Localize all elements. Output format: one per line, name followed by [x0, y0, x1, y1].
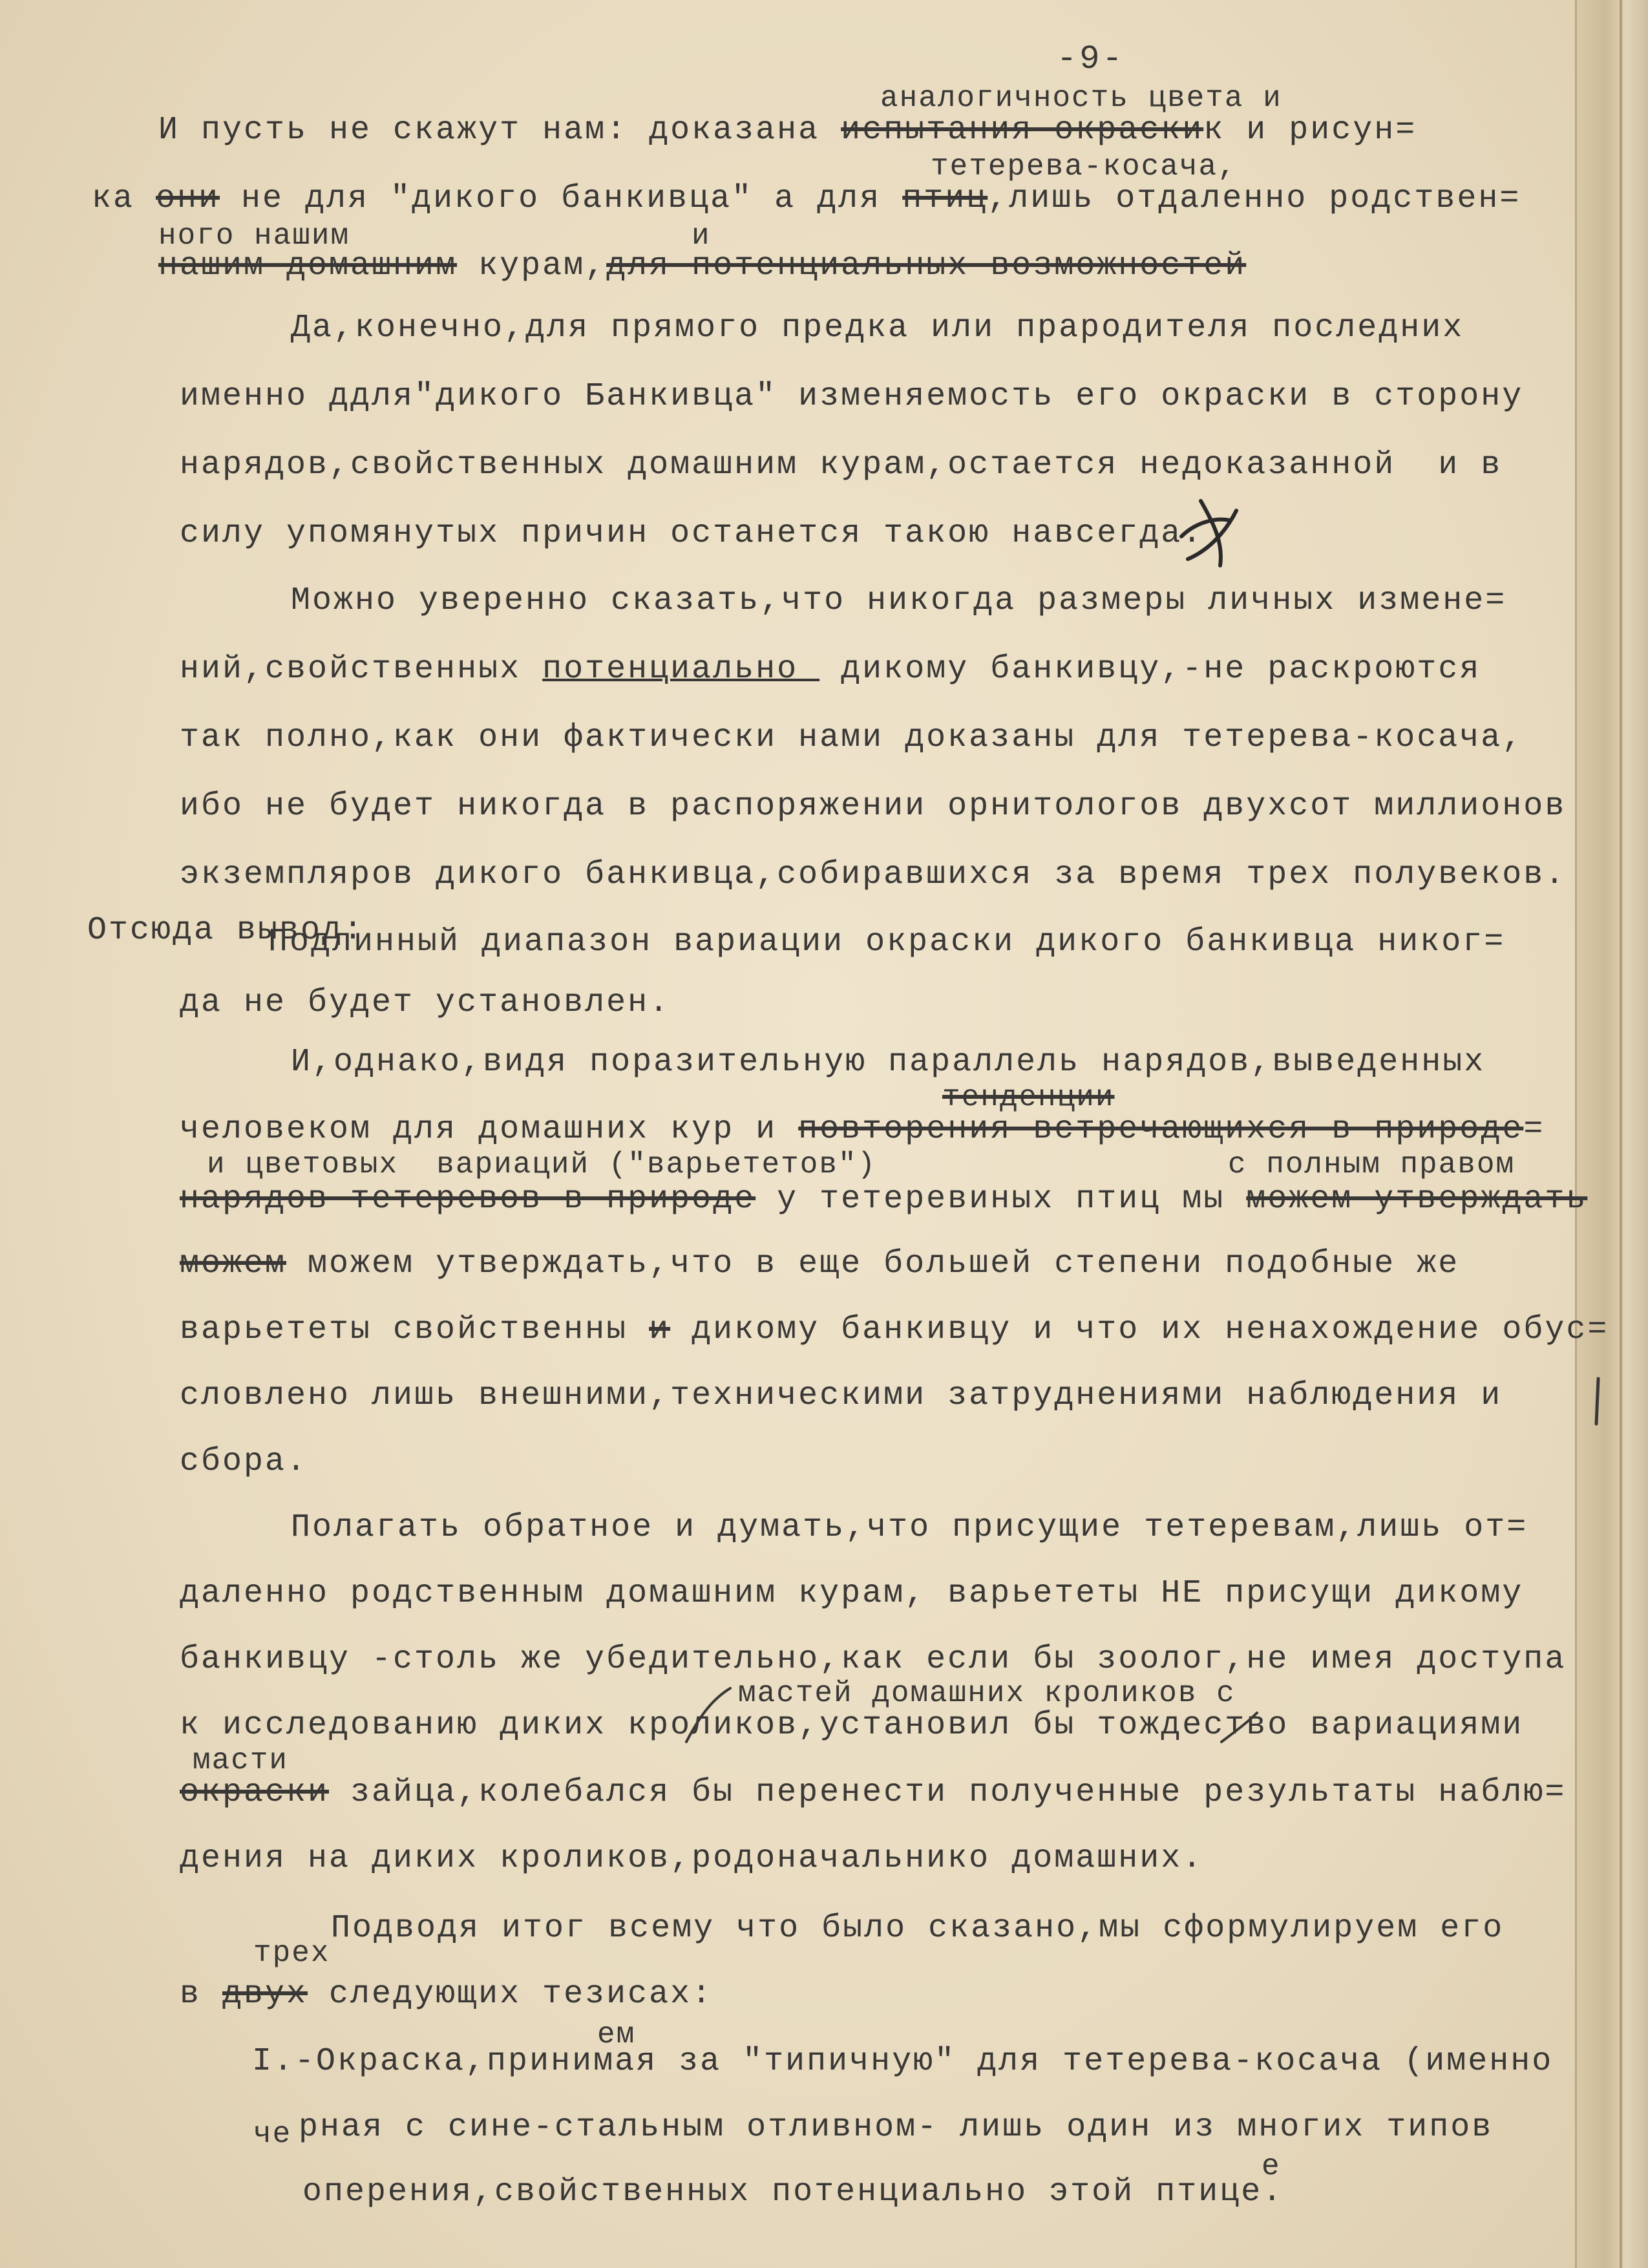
struck-text: окраски [180, 1774, 330, 1811]
text-span: = [1523, 1111, 1545, 1148]
text-line: И,однако,видя поразительную параллель нарядов,выведенных [291, 1044, 1486, 1081]
struck-text: двух [222, 1976, 308, 2013]
text-span: ний,свойственных [180, 651, 543, 688]
text-span: варьететы свойственны [180, 1311, 650, 1348]
text-line: рная с сине-стальным отливном- лишь один из многих типов [299, 2109, 1494, 2146]
insertion-line: и цветовых вариаций ("варьететов") [207, 1148, 877, 1182]
text-span: не для "дикого банкивца" а для [220, 180, 903, 217]
text-line [180, 1245, 1459, 1284]
struck-text: птиц [902, 180, 988, 217]
text-line: сбора. [180, 1443, 308, 1480]
text-line: Подлинный диапазон вариации окраски дикого банкивца никог= [268, 924, 1506, 960]
text-span: ,лишь отдаленно родствен= [988, 180, 1521, 217]
underlined-text: потенциально [542, 651, 820, 688]
text-line: к исследованию диких кроликов,установил бы тождество вариациями [180, 1707, 1524, 1744]
handwritten-cross-mark [1175, 498, 1259, 569]
margin-pencil-mark [1589, 1375, 1608, 1427]
text-line: словлено лишь внешними,техническими затруднениями наблюдения и [180, 1377, 1503, 1414]
insertion-line: ного нашим [158, 219, 350, 253]
binding-margin [1575, 0, 1648, 2268]
text-line [92, 180, 1521, 218]
insertion-line: тетерева-косача, [931, 150, 1237, 184]
insertion-line: е [1262, 2150, 1281, 2183]
text-line: I.-Окраска,принимая за "типичную" для тетерева-косача (именно [252, 2043, 1554, 2080]
struck-text: можем [180, 1245, 287, 1282]
text-span: И пусть не скажут нам: доказана [158, 112, 841, 149]
text-line: именно ддля"дикого Банкивца" изменяемость его окраски в сторону [180, 378, 1524, 415]
text-span: ка [92, 180, 156, 217]
text-line: банкивцу -столь же убедительно,как если бы зоолог,не имея доступа [180, 1641, 1567, 1678]
struck-text: испытания окраски [841, 112, 1204, 149]
text-span: дикому банкивцу и что их ненахождение обус= [670, 1311, 1609, 1348]
text-line [180, 1774, 1566, 1812]
struck-text: они [156, 180, 220, 217]
text-line [180, 650, 1481, 689]
text-span: в [180, 1976, 223, 2013]
text-line [180, 1311, 1609, 1350]
insertion-line: трех [253, 1936, 330, 1970]
text-line [158, 111, 1417, 150]
text-span: следующих тезисах: [308, 1976, 713, 2013]
text-line [180, 1110, 1545, 1149]
handwritten-insertion: ем [597, 2018, 636, 2051]
text-line: ибо не будет никогда в распоряжении орнитологов двухсот миллионов [180, 788, 1567, 825]
text-span: можем утверждать,что в еще большей степени подобные же [286, 1245, 1460, 1282]
text-span: дикому банкивцу,-не раскроются [819, 651, 1481, 688]
struck-text: повторения встречающихся в природе [798, 1111, 1524, 1148]
text-line [158, 247, 1246, 286]
page-number: -9- [1057, 40, 1125, 78]
text-line [180, 1180, 1587, 1219]
text-span: к и рисун= [1203, 112, 1417, 149]
text-line [180, 1975, 713, 2014]
text-line: нарядов,свойственных домашним курам,остается недоказанной и в [180, 447, 1503, 483]
text-line: дения на диких кроликов,родоначальнико домашних. [180, 1840, 1204, 1877]
insertion-line: масти [193, 1744, 289, 1777]
insertion-line: че [253, 2117, 292, 2151]
text-line: оперения,свойственных потенциально этой птицe. [302, 2174, 1284, 2210]
text-line: силу упомянутых причин останется такою навсегда. [180, 515, 1204, 552]
text-span: зайца,колебался бы перенести полученные результаты наблю= [329, 1774, 1567, 1811]
struck-text: и [649, 1311, 671, 1348]
struck-text: нарядов тетеревов в природе [180, 1181, 756, 1218]
text-span: курам, [457, 248, 607, 284]
text-span: человеком для домашних кур и [180, 1111, 799, 1148]
text-line: Полагать обратное и думать,что присущие тетеревам,лишь от= [291, 1509, 1528, 1546]
text-line: да не будет установлен. [180, 984, 671, 1021]
insertion-line: мастей домашних кроликов с [738, 1677, 1236, 1710]
text-line: Подводя итог всему что было сказано,мы сформулируем его [331, 1910, 1505, 1947]
insertion-line: аналогичность цвета и [880, 81, 1282, 115]
struck-text: тенденции [942, 1081, 1115, 1114]
text-line: так полно,как они фактически нами доказаны для тетерева-косача, [180, 719, 1524, 756]
text-span: у тетеревиных птиц мы [755, 1181, 1247, 1218]
text-line: Да,конечно,для прямого предка или прародителя последних [291, 310, 1464, 346]
struck-text: нашим домашним [158, 248, 458, 284]
text-line: Отсюда вывод: [87, 912, 365, 949]
text-line: даленно родственным домашним курам, варьететы НЕ присущи дикому [180, 1575, 1524, 1612]
struck-text: для потенциальных возможностей [606, 248, 1247, 284]
page-fold [1620, 0, 1622, 2268]
text-line: экземпляров дикого банкивца,собиравшихся за время трех полувеков. [180, 856, 1567, 893]
handwritten-insertion-bracket [679, 1680, 1273, 1752]
struck-text: можем утверждать [1246, 1181, 1588, 1218]
text-line: Можно уверенно сказать,что никогда размеры личных измене= [291, 582, 1507, 619]
insertion-line: с полным правом [1228, 1148, 1516, 1182]
insertion-line: и [692, 219, 711, 253]
